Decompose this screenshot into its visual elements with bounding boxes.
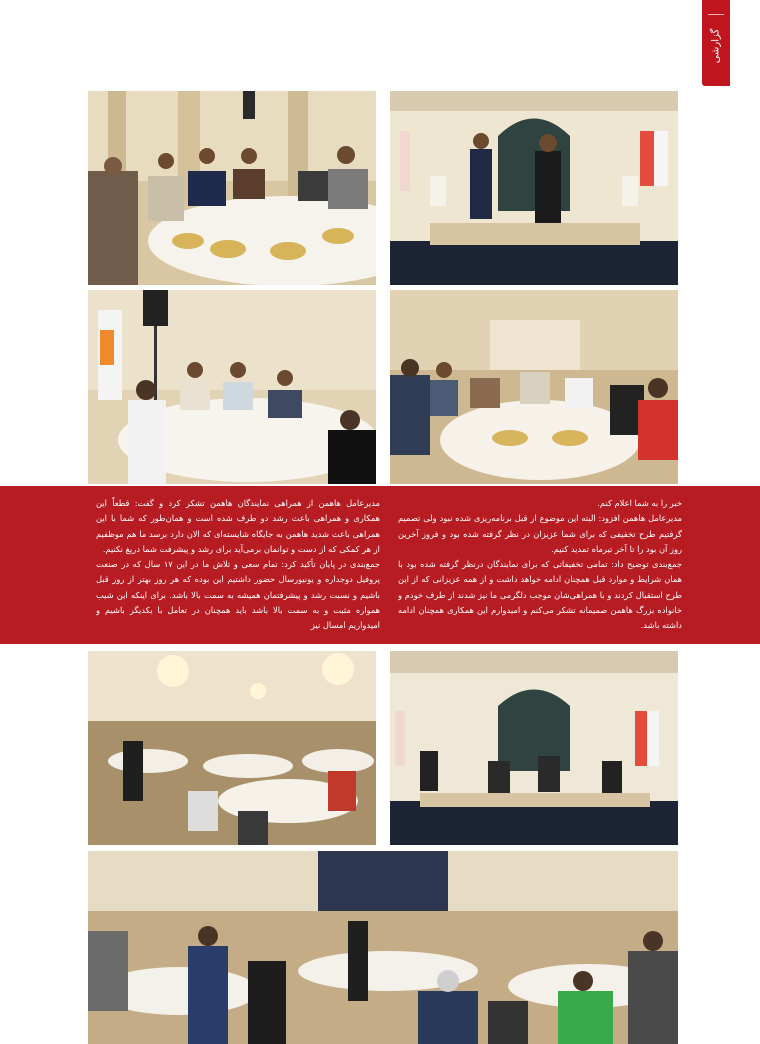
article-paragraph: جمع‌بندی توضیح داد: تمامی تخفیفاتی که برای نمایندگان درنظر گرفته شده بود با همان شرایط و موارد قبل همچنان ادامه خواهد داشت و از همه عزیزانی که از این طرح استقبال کردند و با همراهی‌شان موجب دلگرمی ما نیز شدند از طرف خودم و خانواده بزرگ هاهمن صمیمانه تشکر می‌کنم و امیدوارم این همکاری همچنان ادامه داشته باشد. bbox=[398, 559, 682, 631]
article-paragraph: خبر را به شما اعلام کنم. bbox=[597, 498, 682, 508]
article-band bbox=[0, 486, 760, 644]
photo-banquet-table-men bbox=[88, 91, 376, 285]
photo-musicians-stage bbox=[390, 651, 678, 845]
section-label: گزارشی bbox=[710, 28, 722, 64]
section-tab bbox=[702, 0, 730, 86]
article-column-right bbox=[398, 496, 682, 636]
article-paragraph: جمع‌بندی در پایان تأکید کرد: تمام سعی و تلاش ما در این ۱۷ سال که در صنعت پروفیل دوجداره و یونیورسال حضور داشتیم این بوده که هر روز بهتر از روز قبل باشیم و نسبت رشد و پیشرفتمان همیشه به سمت بالا باشد. برای اینکه این شیب همواره مثبت و به سمت بالا باشد باید همچنان در تعامل با یکدیگر باشیم و امیدواریم امسال نیز bbox=[96, 559, 380, 631]
photo-banquet-hall-chandeliers bbox=[88, 651, 376, 845]
article-paragraph: مدیرعامل هاهمن از همراهی نمایندگان هاهمن تشکر کرد و گفت: قطعاً این همکاری و همراهی باعث رشد دو طرف شده است و همان‌طور که شما با این همراهی باعث شدید هاهمن به جایگاه شایسته‌ای که الان دارد برسد ما هم موظفیم از هر کمکی که از دست و توانمان برمی‌آید برای رشد و پیشرفت شما دریغ نکنیم. bbox=[96, 498, 380, 554]
tab-divider bbox=[708, 14, 724, 15]
photo-speakers-stage bbox=[390, 91, 678, 285]
photo-guests-hall-table bbox=[390, 290, 678, 484]
article-paragraph: مدیرعامل هاهمن افزود: البته این موضوع از قبل برنامه‌ریزی شده نبود ولی تصمیم گرفتیم طرح تخفیفی که برای شما عزیزان در نظر گرفته شده بود و فروز آخرین روز آن بود را تا آخر تیرماه تمدید کنیم. bbox=[398, 513, 682, 554]
article-column-left bbox=[96, 496, 380, 636]
photo-guests-round-table bbox=[88, 290, 376, 484]
photo-crowded-hall bbox=[88, 851, 678, 1044]
